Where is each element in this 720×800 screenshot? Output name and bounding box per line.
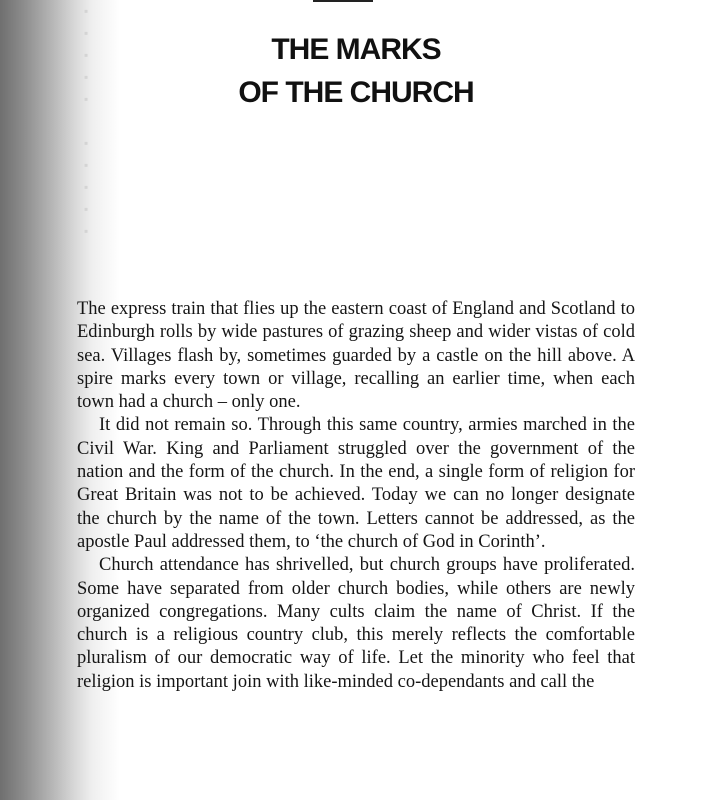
paragraph-2: It did not remain so. Through this same country, armies marched in the Civil War. King and Parliament struggled over the government of the nation and the form of the church. In the end, a single form of religion for Great Britain was not to be achieved. Today we can no longer designate the church by the name of the town. Letters cannot be addressed, as the apostle Paul addressed them, to ‘the church of God in Corinth’. xyxy=(77,415,635,552)
chapter-title-line-1: THE MARKS xyxy=(271,33,441,66)
paragraph-1: The express train that flies up the eastern coast of England and Scotland to Edinburgh rolls by wide pastures of grazing sheep and wider vistas of cold sea. Villages flash by, sometimes guarded by a castle on the hill above. A spire marks every town or village, recalling an earlier time, when each town had a church – only one. xyxy=(77,299,635,413)
body-text xyxy=(77,298,635,694)
chapter-title xyxy=(0,28,712,114)
paragraph-3: Church attendance has shrivelled, but church groups have proliferated. Some have separated from older church bodies, while others are newly organized congregations. Many cults claim the name of Christ. If the church is a religious country club, this merely reflects the comfortable pluralism of our democratic way of life. Let the minority who feel that religion is important join with like-minded co-dependants and call the xyxy=(77,555,635,692)
top-rule xyxy=(313,0,373,2)
chapter-title-line-2: OF THE CHURCH xyxy=(238,76,474,109)
bleed-through-text: ▪ ▪ ▪ ▪ ▪ ▪ ▪ ▪ ▪ ▪ xyxy=(84,4,89,238)
